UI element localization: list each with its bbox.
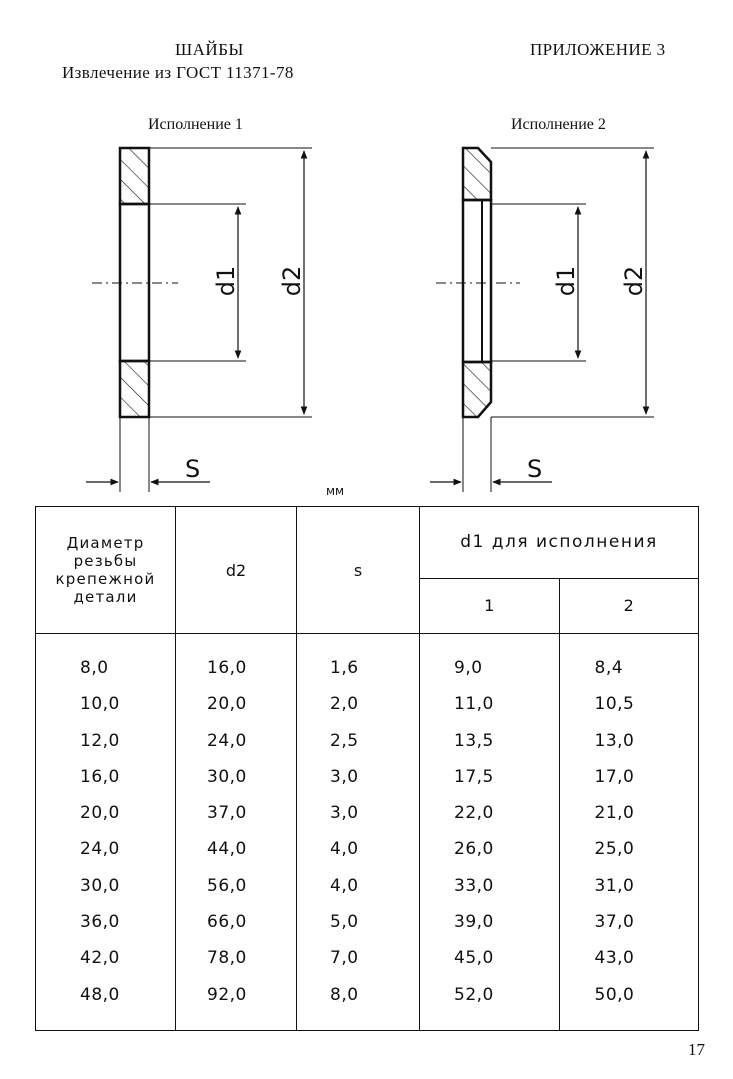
header-version-1: 1 bbox=[420, 578, 560, 633]
washer-drawings bbox=[0, 0, 733, 500]
table-cell: 3,0 bbox=[330, 803, 359, 824]
dim-d2-label-v2: d2 bbox=[620, 265, 648, 297]
table-cell: 13,0 bbox=[594, 730, 635, 751]
dim-d1-label-v2: d1 bbox=[552, 265, 580, 297]
table-cell: 10,0 bbox=[80, 694, 120, 715]
header-thread-diameter: Диаметр резьбы крепежной детали bbox=[36, 507, 176, 634]
appendix-label: ПРИЛОЖЕНИЕ 3 bbox=[530, 40, 666, 59]
table-cell: 17,0 bbox=[594, 766, 635, 787]
table-cell: 2,5 bbox=[330, 730, 359, 751]
table-cell: 4,0 bbox=[330, 875, 359, 896]
column-s bbox=[297, 634, 420, 1031]
table-cell: 43,0 bbox=[594, 948, 635, 969]
table-cell: 8,0 bbox=[330, 984, 359, 1005]
table-cell: 12,0 bbox=[80, 730, 120, 751]
table-cell: 17,5 bbox=[454, 766, 494, 787]
table-cell: 21,0 bbox=[594, 803, 635, 824]
washer-dimensions-table bbox=[35, 506, 699, 1031]
column-d1-version-2 bbox=[559, 634, 699, 1031]
header-s: s bbox=[297, 507, 420, 634]
header-d2: d2 bbox=[176, 507, 297, 634]
table-cell: 2,0 bbox=[330, 694, 359, 715]
table-cell: 56,0 bbox=[207, 875, 247, 896]
units-label: мм bbox=[326, 484, 345, 498]
dim-s-label-v2: S bbox=[527, 455, 543, 483]
document-title: ШАЙБЫ bbox=[175, 40, 244, 59]
table-cell: 7,0 bbox=[330, 948, 359, 969]
dim-d2-label: d2 bbox=[278, 265, 306, 297]
table-cell: 37,0 bbox=[594, 912, 635, 933]
page-number: 17 bbox=[688, 1040, 705, 1059]
dim-s-label: S bbox=[185, 455, 201, 483]
table-cell: 9,0 bbox=[454, 658, 483, 678]
table-cell: 10,5 bbox=[594, 694, 635, 715]
table-cell: 42,0 bbox=[80, 948, 120, 969]
column-thread-diameter bbox=[36, 634, 176, 1031]
table-cell: 36,0 bbox=[80, 912, 120, 933]
table-cell: 31,0 bbox=[594, 875, 635, 896]
dim-d1-label: d1 bbox=[212, 265, 240, 297]
table-cell: 52,0 bbox=[454, 984, 494, 1005]
table-cell: 33,0 bbox=[454, 875, 494, 896]
version-2-label: Исполнение 2 bbox=[511, 116, 606, 133]
table-cell: 11,0 bbox=[454, 694, 494, 715]
version-1-label: Исполнение 1 bbox=[148, 116, 243, 133]
column-d1-version-1 bbox=[420, 634, 560, 1031]
washer-version-1 bbox=[86, 148, 312, 492]
table-cell: 45,0 bbox=[454, 948, 494, 969]
table-cell: 30,0 bbox=[80, 875, 120, 896]
table-cell: 24,0 bbox=[80, 839, 120, 860]
table-cell: 16,0 bbox=[207, 658, 247, 678]
table-cell: 4,0 bbox=[330, 839, 359, 860]
table-cell: 50,0 bbox=[594, 984, 635, 1005]
table-cell: 8,0 bbox=[80, 658, 109, 678]
washer-version-2 bbox=[430, 148, 654, 492]
table-cell: 13,5 bbox=[454, 730, 494, 751]
table-cell: 39,0 bbox=[454, 912, 494, 933]
table-cell: 3,0 bbox=[330, 766, 359, 787]
table-cell: 5,0 bbox=[330, 912, 359, 933]
table-cell: 20,0 bbox=[80, 803, 120, 824]
table-cell: 8,4 bbox=[594, 658, 624, 678]
table-cell: 20,0 bbox=[207, 694, 247, 715]
column-d2 bbox=[176, 634, 297, 1031]
table-cell: 1,6 bbox=[330, 658, 359, 678]
table-cell: 24,0 bbox=[207, 730, 247, 751]
table-cell: 16,0 bbox=[80, 766, 120, 787]
table-cell: 25,0 bbox=[594, 839, 635, 860]
table-cell: 66,0 bbox=[207, 912, 247, 933]
table-cell: 44,0 bbox=[207, 839, 247, 860]
table-cell: 30,0 bbox=[207, 766, 247, 787]
table-cell: 26,0 bbox=[454, 839, 494, 860]
table-cell: 78,0 bbox=[207, 948, 247, 969]
header-version-2: 2 bbox=[559, 578, 699, 633]
header-d1-group: d1 для исполнения bbox=[420, 507, 699, 579]
document-subtitle: Извлечение из ГОСТ 11371-78 bbox=[62, 63, 294, 82]
table-cell: 48,0 bbox=[80, 984, 120, 1005]
table-cell: 22,0 bbox=[454, 803, 494, 824]
table-cell: 92,0 bbox=[207, 984, 247, 1005]
table-cell: 37,0 bbox=[207, 803, 247, 824]
